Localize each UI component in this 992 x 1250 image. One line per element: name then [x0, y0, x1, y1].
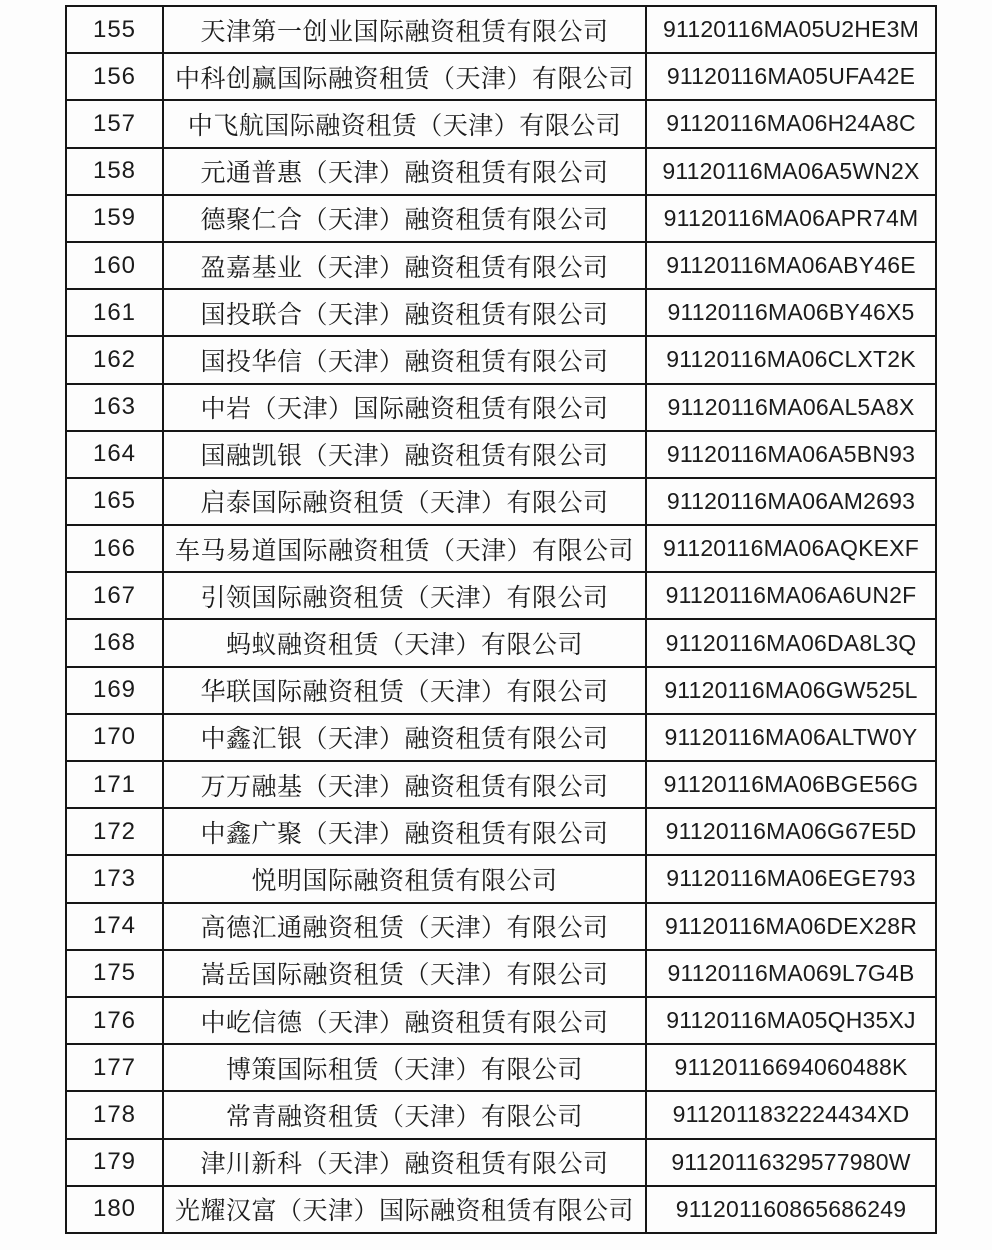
- table-row: [66, 1091, 936, 1138]
- table-row: [66, 53, 936, 100]
- row-number-cell: 157: [66, 100, 163, 147]
- row-number-cell: 170: [66, 714, 163, 761]
- company-name-cell: 引领国际融资租赁（天津）有限公司: [163, 572, 646, 619]
- table-row: [66, 855, 936, 902]
- credit-code-cell: 91120116MA06A5BN93: [646, 431, 936, 478]
- credit-code-cell: 91120116MA069L7G4B: [646, 950, 936, 997]
- credit-code-cell: 91120116MA06AM2693: [646, 478, 936, 525]
- row-number-cell: 158: [66, 148, 163, 195]
- credit-code-cell: 9112011832224434XD: [646, 1091, 936, 1138]
- credit-code-cell: 91120116MA06A5WN2X: [646, 148, 936, 195]
- credit-code-cell: 91120116MA06A6UN2F: [646, 572, 936, 619]
- credit-code-cell: 91120116MA05U2HE3M: [646, 6, 936, 53]
- company-name-cell: 万万融基（天津）融资租赁有限公司: [163, 761, 646, 808]
- company-name-cell: 高德汇通融资租赁（天津）有限公司: [163, 903, 646, 950]
- table-row: [66, 714, 936, 761]
- table-row: [66, 195, 936, 242]
- table-row: [66, 431, 936, 478]
- credit-code-cell: 91120116MA06DEX28R: [646, 903, 936, 950]
- credit-code-cell: 91120116694060488K: [646, 1044, 936, 1091]
- table-row: [66, 525, 936, 572]
- company-name-cell: 中屹信德（天津）融资租赁有限公司: [163, 997, 646, 1044]
- company-name-cell: 国融凯银（天津）融资租赁有限公司: [163, 431, 646, 478]
- credit-code-cell: 91120116329577980W: [646, 1139, 936, 1186]
- table-row: [66, 6, 936, 53]
- company-name-cell: 常青融资租赁（天津）有限公司: [163, 1091, 646, 1138]
- row-number-cell: 162: [66, 336, 163, 383]
- credit-code-cell: 91120116MA05QH35XJ: [646, 997, 936, 1044]
- credit-code-cell: 911201160865686249: [646, 1186, 936, 1233]
- table-row: [66, 478, 936, 525]
- company-name-cell: 博策国际租赁（天津）有限公司: [163, 1044, 646, 1091]
- row-number-cell: 155: [66, 6, 163, 53]
- row-number-cell: 163: [66, 384, 163, 431]
- company-name-cell: 中岩（天津）国际融资租赁有限公司: [163, 384, 646, 431]
- row-number-cell: 174: [66, 903, 163, 950]
- credit-code-cell: 91120116MA06ABY46E: [646, 242, 936, 289]
- credit-code-cell: 91120116MA06H24A8C: [646, 100, 936, 147]
- company-name-cell: 蚂蚁融资租赁（天津）有限公司: [163, 619, 646, 666]
- row-number-cell: 173: [66, 855, 163, 902]
- row-number-cell: 161: [66, 289, 163, 336]
- table-row: [66, 100, 936, 147]
- table-row: [66, 997, 936, 1044]
- table-row: [66, 148, 936, 195]
- table-body: [66, 6, 936, 1233]
- company-name-cell: 车马易道国际融资租赁（天津）有限公司: [163, 525, 646, 572]
- row-number-cell: 168: [66, 619, 163, 666]
- table-row: [66, 289, 936, 336]
- credit-code-cell: 91120116MA06CLXT2K: [646, 336, 936, 383]
- row-number-cell: 177: [66, 1044, 163, 1091]
- row-number-cell: 179: [66, 1139, 163, 1186]
- table-row: [66, 903, 936, 950]
- table-row: [66, 1044, 936, 1091]
- company-name-cell: 盈嘉基业（天津）融资租赁有限公司: [163, 242, 646, 289]
- table-row: [66, 384, 936, 431]
- credit-code-cell: 91120116MA06DA8L3Q: [646, 619, 936, 666]
- credit-code-cell: 91120116MA06AQKEXF: [646, 525, 936, 572]
- table-row: [66, 667, 936, 714]
- company-name-cell: 津川新科（天津）融资租赁有限公司: [163, 1139, 646, 1186]
- table-row: [66, 242, 936, 289]
- company-name-cell: 嵩岳国际融资租赁（天津）有限公司: [163, 950, 646, 997]
- table-row: [66, 619, 936, 666]
- row-number-cell: 165: [66, 478, 163, 525]
- company-name-cell: 元通普惠（天津）融资租赁有限公司: [163, 148, 646, 195]
- company-name-cell: 国投华信（天津）融资租赁有限公司: [163, 336, 646, 383]
- credit-code-cell: 91120116MA06APR74M: [646, 195, 936, 242]
- credit-code-cell: 91120116MA06ALTW0Y: [646, 714, 936, 761]
- company-name-cell: 华联国际融资租赁（天津）有限公司: [163, 667, 646, 714]
- row-number-cell: 159: [66, 195, 163, 242]
- credit-code-cell: 91120116MA05UFA42E: [646, 53, 936, 100]
- row-number-cell: 160: [66, 242, 163, 289]
- credit-code-cell: 91120116MA06GW525L: [646, 667, 936, 714]
- company-name-cell: 德聚仁合（天津）融资租赁有限公司: [163, 195, 646, 242]
- company-name-cell: 天津第一创业国际融资租赁有限公司: [163, 6, 646, 53]
- company-registry-table: [65, 5, 937, 1234]
- company-name-cell: 国投联合（天津）融资租赁有限公司: [163, 289, 646, 336]
- row-number-cell: 164: [66, 431, 163, 478]
- row-number-cell: 171: [66, 761, 163, 808]
- credit-code-cell: 91120116MA06BGE56G: [646, 761, 936, 808]
- row-number-cell: 178: [66, 1091, 163, 1138]
- credit-code-cell: 91120116MA06AL5A8X: [646, 384, 936, 431]
- company-name-cell: 中鑫广聚（天津）融资租赁有限公司: [163, 808, 646, 855]
- credit-code-cell: 91120116MA06EGE793: [646, 855, 936, 902]
- row-number-cell: 172: [66, 808, 163, 855]
- table-row: [66, 336, 936, 383]
- company-name-cell: 启泰国际融资租赁（天津）有限公司: [163, 478, 646, 525]
- company-name-cell: 光耀汉富（天津）国际融资租赁有限公司: [163, 1186, 646, 1233]
- company-name-cell: 中飞航国际融资租赁（天津）有限公司: [163, 100, 646, 147]
- credit-code-cell: 91120116MA06G67E5D: [646, 808, 936, 855]
- company-name-cell: 悦明国际融资租赁有限公司: [163, 855, 646, 902]
- table-row: [66, 1139, 936, 1186]
- row-number-cell: 156: [66, 53, 163, 100]
- table-row: [66, 572, 936, 619]
- row-number-cell: 176: [66, 997, 163, 1044]
- table-row: [66, 950, 936, 997]
- company-name-cell: 中鑫汇银（天津）融资租赁有限公司: [163, 714, 646, 761]
- row-number-cell: 167: [66, 572, 163, 619]
- table-row: [66, 808, 936, 855]
- row-number-cell: 180: [66, 1186, 163, 1233]
- row-number-cell: 166: [66, 525, 163, 572]
- company-name-cell: 中科创赢国际融资租赁（天津）有限公司: [163, 53, 646, 100]
- table-row: [66, 1186, 936, 1233]
- row-number-cell: 175: [66, 950, 163, 997]
- table-row: [66, 761, 936, 808]
- row-number-cell: 169: [66, 667, 163, 714]
- credit-code-cell: 91120116MA06BY46X5: [646, 289, 936, 336]
